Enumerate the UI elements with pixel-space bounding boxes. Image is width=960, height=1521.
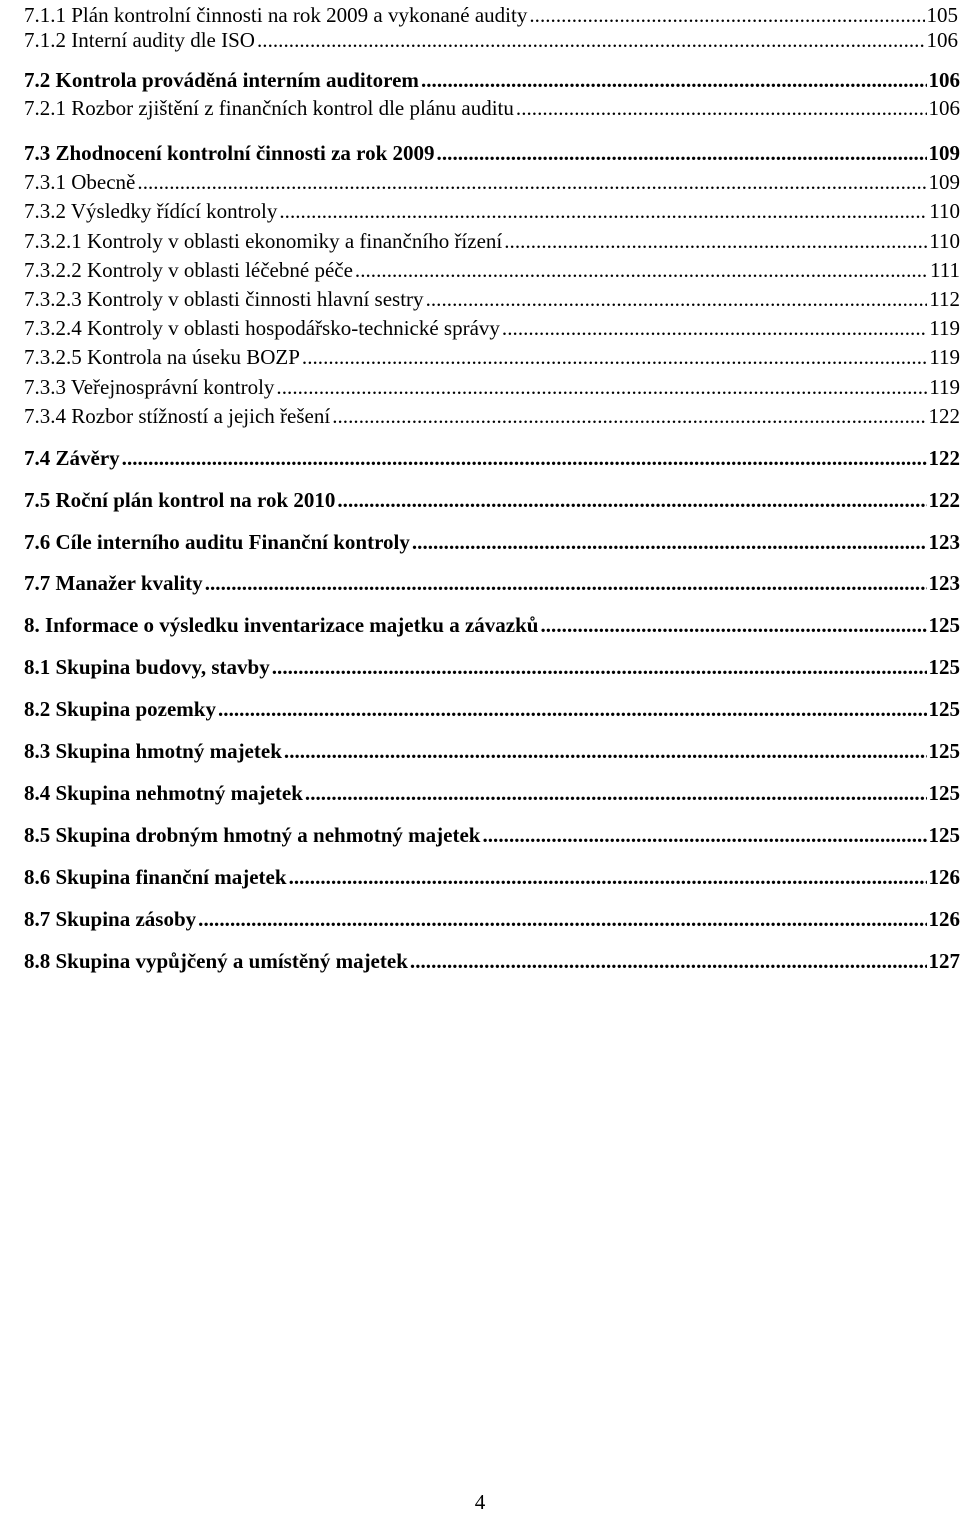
toc-entry-page: 111 <box>930 258 960 282</box>
toc-entry-title: 7.3.2.4 Kontroly v oblasti hospodářsko-technické správy <box>24 316 500 340</box>
toc-entry-title: 7.3.1 Obecně <box>24 170 136 194</box>
toc-entry[interactable] <box>24 226 960 256</box>
toc-entry-title: 7.1.2 Interní audity dle ISO <box>24 28 255 52</box>
dot-leader <box>205 568 927 598</box>
toc-entry-page: 122 <box>928 404 960 428</box>
toc-entry[interactable] <box>24 652 960 682</box>
toc-entry[interactable] <box>24 904 960 934</box>
toc-entry-title: 8.1 Skupina budovy, stavby <box>24 655 270 679</box>
toc-entry[interactable] <box>24 93 960 123</box>
page-number: 4 <box>474 1490 486 1514</box>
toc-entry[interactable] <box>24 167 960 197</box>
toc-entry[interactable] <box>24 610 960 640</box>
toc-entry-title: 7.3.4 Rozbor stížností a jejich řešení <box>24 404 331 428</box>
toc-entry-title: 7.3.2 Výsledky řídící kontroly <box>24 199 278 223</box>
dot-leader <box>284 736 927 766</box>
toc-entry-title: 7.3.2.1 Kontroly v oblasti ekonomiky a finančního řízení <box>24 229 503 253</box>
dot-leader <box>516 93 927 123</box>
toc-entry[interactable] <box>24 401 960 431</box>
toc-entry-page: 123 <box>928 571 960 595</box>
toc-entry-title: 8.5 Skupina drobným hmotný a nehmotný majetek <box>24 823 481 847</box>
toc-entry-page: 125 <box>928 823 960 847</box>
toc-entry[interactable] <box>24 694 960 724</box>
dot-leader <box>302 342 927 372</box>
dot-leader <box>218 694 927 724</box>
toc-entry-page: 106 <box>928 68 960 92</box>
dot-leader <box>257 25 925 55</box>
toc-entry-page: 126 <box>928 907 960 931</box>
toc-entry-page: 123 <box>928 530 960 554</box>
dot-leader <box>502 313 927 343</box>
dot-leader <box>540 610 926 640</box>
toc-entry[interactable] <box>24 778 960 808</box>
toc-entry[interactable] <box>24 65 960 95</box>
toc-entry-page: 122 <box>928 488 960 512</box>
toc-entry-title: 7.3.2.5 Kontrola na úseku BOZP <box>24 345 300 369</box>
toc-entry-title: 8.4 Skupina nehmotný majetek <box>24 781 303 805</box>
toc-entry-title: 8. Informace o výsledku inventarizace majetku a závazků <box>24 613 539 637</box>
dot-leader <box>305 778 927 808</box>
toc-entry-page: 119 <box>929 375 960 399</box>
toc-entry-page: 125 <box>928 613 960 637</box>
toc-entry-title: 7.3.2.2 Kontroly v oblasti léčebné péče <box>24 258 353 282</box>
toc-entry[interactable] <box>24 862 960 892</box>
toc-entry-page: 119 <box>929 345 960 369</box>
dot-leader <box>272 652 927 682</box>
toc-entry[interactable] <box>24 342 960 372</box>
toc-entry[interactable] <box>24 443 960 473</box>
toc-entry[interactable] <box>24 736 960 766</box>
toc-entry-title: 7.4 Závěry <box>24 446 120 470</box>
dot-leader <box>426 284 928 314</box>
dot-leader <box>482 820 926 850</box>
dot-leader <box>504 226 927 256</box>
toc-entry[interactable] <box>24 568 960 598</box>
toc-entry[interactable] <box>24 372 960 402</box>
toc-entry-title: 8.6 Skupina finanční majetek <box>24 865 287 889</box>
toc-entry[interactable] <box>24 313 960 343</box>
toc-entry-page: 110 <box>929 229 960 253</box>
toc-entry-page: 125 <box>928 697 960 721</box>
toc-entry-title: 7.3 Zhodnocení kontrolní činnosti za rok 2009 <box>24 141 435 165</box>
dot-leader <box>198 904 926 934</box>
toc-entry-title: 8.3 Skupina hmotný majetek <box>24 739 282 763</box>
toc-entry-title: 7.7 Manažer kvality <box>24 571 203 595</box>
toc-entry-page: 109 <box>928 170 960 194</box>
dot-leader <box>412 527 927 557</box>
toc-entry-page: 127 <box>928 949 960 973</box>
toc-entry-title: 7.2 Kontrola prováděná interním auditorem <box>24 68 419 92</box>
toc-entry-page: 122 <box>928 446 960 470</box>
toc-entry[interactable] <box>24 820 960 850</box>
dot-leader <box>276 372 927 402</box>
toc-entry-page: 125 <box>928 655 960 679</box>
toc-entry[interactable] <box>24 946 960 976</box>
toc-entry-page: 106 <box>926 28 958 52</box>
toc-entry-title: 8.7 Skupina zásoby <box>24 907 197 931</box>
dot-leader <box>289 862 927 892</box>
toc-entry-page: 110 <box>929 199 960 223</box>
toc-entry-page: 112 <box>929 287 960 311</box>
toc-entry[interactable] <box>24 196 960 226</box>
dot-leader <box>122 443 927 473</box>
dot-leader <box>421 65 927 95</box>
dot-leader <box>279 196 927 226</box>
toc-entry-title: 7.6 Cíle interního auditu Finanční kontroly <box>24 530 410 554</box>
toc-entry[interactable] <box>24 138 960 168</box>
toc-entry-title: 7.5 Roční plán kontrol na rok 2010 <box>24 488 336 512</box>
dot-leader <box>410 946 927 976</box>
toc-entry-title: 7.3.2.3 Kontroly v oblasti činnosti hlavní sestry <box>24 287 424 311</box>
toc-entry-title: 8.8 Skupina vypůjčený a umístěný majetek <box>24 949 408 973</box>
toc-entry[interactable] <box>24 284 960 314</box>
toc-entry[interactable] <box>24 527 960 557</box>
toc-entry[interactable] <box>24 25 958 55</box>
toc-entry-title: 7.1.1 Plán kontrolní činnosti na rok 2009 a vykonané audity <box>24 3 528 27</box>
toc-entry-page: 125 <box>928 781 960 805</box>
dot-leader <box>437 138 927 168</box>
toc-entry-title: 8.2 Skupina pozemky <box>24 697 216 721</box>
toc-entry[interactable] <box>24 485 960 515</box>
dot-leader <box>355 255 928 285</box>
toc-entry-page: 119 <box>929 316 960 340</box>
toc-entry-page: 105 <box>926 3 958 27</box>
toc-entry-title: 7.2.1 Rozbor zjištění z finančních kontrol dle plánu auditu <box>24 96 514 120</box>
toc-entry-page: 126 <box>928 865 960 889</box>
toc-entry-title: 7.3.3 Veřejnosprávní kontroly <box>24 375 275 399</box>
dot-leader <box>337 485 926 515</box>
toc-entry-page: 125 <box>928 739 960 763</box>
dot-leader <box>332 401 926 431</box>
toc-entry[interactable] <box>24 255 960 285</box>
toc-entry-page: 109 <box>928 141 960 165</box>
dot-leader <box>137 167 926 197</box>
toc-entry-page: 106 <box>928 96 960 120</box>
